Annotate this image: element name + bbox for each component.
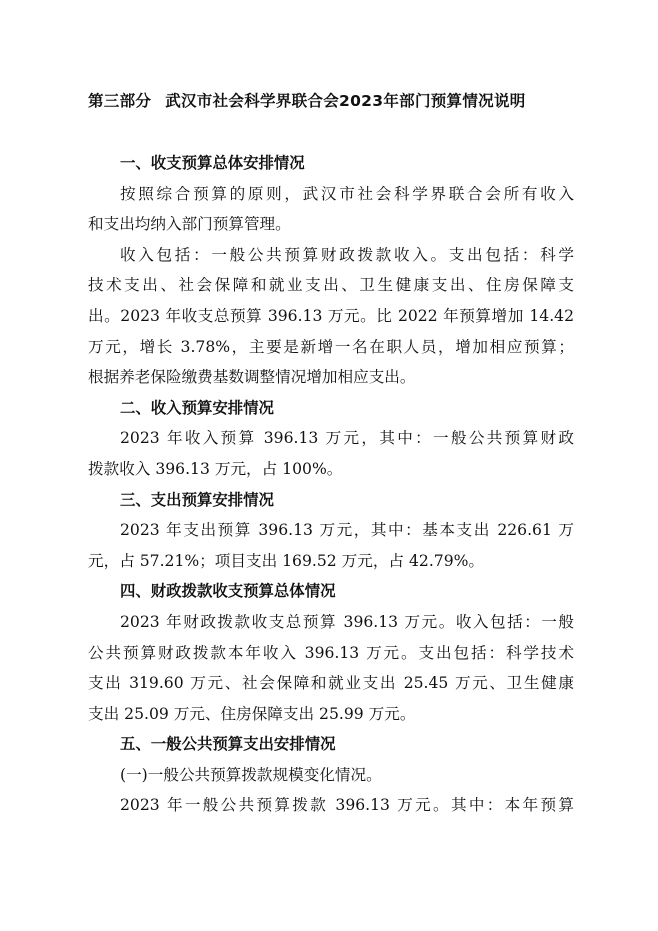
section-heading: 四、财政拨款收支预算总体情况 [120, 582, 336, 601]
paragraph-line: 公共预算财政拨款本年收入 396.13 万元。支出包括：科学技术 [88, 643, 574, 662]
title-name: 武汉市社会科学界联合会2023年部门预算情况说明 [165, 92, 526, 110]
paragraph-line: 技术支出、社会保障和就业支出、卫生健康支出、住房保障支 [88, 276, 574, 295]
section-heading: 一、收支预算总体安排情况 [120, 154, 305, 172]
paragraph-line: 根据养老保险缴费基数调整情况增加相应支出。 [88, 368, 416, 387]
paragraph-line: 和支出均纳入部门预算管理。 [88, 215, 291, 234]
section-heading: 二、收入预算安排情况 [120, 398, 274, 417]
paragraph-line: 2023 年一般公共预算拨款 396.13 万元。其中：本年预算 [120, 796, 574, 815]
paragraph-line: 元，占 57.21%；项目支出 169.52 万元，占 42.79%。 [88, 551, 485, 570]
paragraph-line: 按照综合预算的原则，武汉市社会科学界联合会所有收入 [120, 184, 574, 203]
paragraph-line: (一)一般公共预算拨款规模变化情况。 [120, 765, 382, 784]
document-title [88, 88, 588, 114]
title-part: 第三部分 [88, 92, 152, 110]
paragraph-line: 支出 319.60 万元、社会保障和就业支出 25.45 万元、卫生健康 [88, 674, 574, 693]
paragraph-line: 万元，增长 3.78%，主要是新增一名在职人员，增加相应预算； [88, 337, 574, 356]
section-heading: 五、一般公共预算支出安排情况 [120, 735, 336, 754]
paragraph-line: 拨款收入 396.13 万元，占 100%。 [88, 459, 343, 478]
paragraph-line: 2023 年收入预算 396.13 万元，其中：一般公共预算财政 [120, 429, 574, 448]
paragraph-line: 出。2023 年收支总预算 396.13 万元。比 2022 年预算增加 14.42 [88, 306, 574, 325]
paragraph-line: 2023 年财政拨款收支总预算 396.13 万元。收入包括：一般 [120, 612, 574, 631]
paragraph-line: 2023 年支出预算 396.13 万元，其中：基本支出 226.61 万 [120, 521, 574, 540]
section-heading: 三、支出预算安排情况 [120, 490, 274, 509]
paragraph-line: 支出 25.09 万元、住房保障支出 25.99 万元。 [88, 704, 416, 723]
document-body [88, 148, 574, 821]
paragraph-line: 收入包括：一般公共预算财政拨款收入。支出包括：科学 [120, 245, 574, 264]
